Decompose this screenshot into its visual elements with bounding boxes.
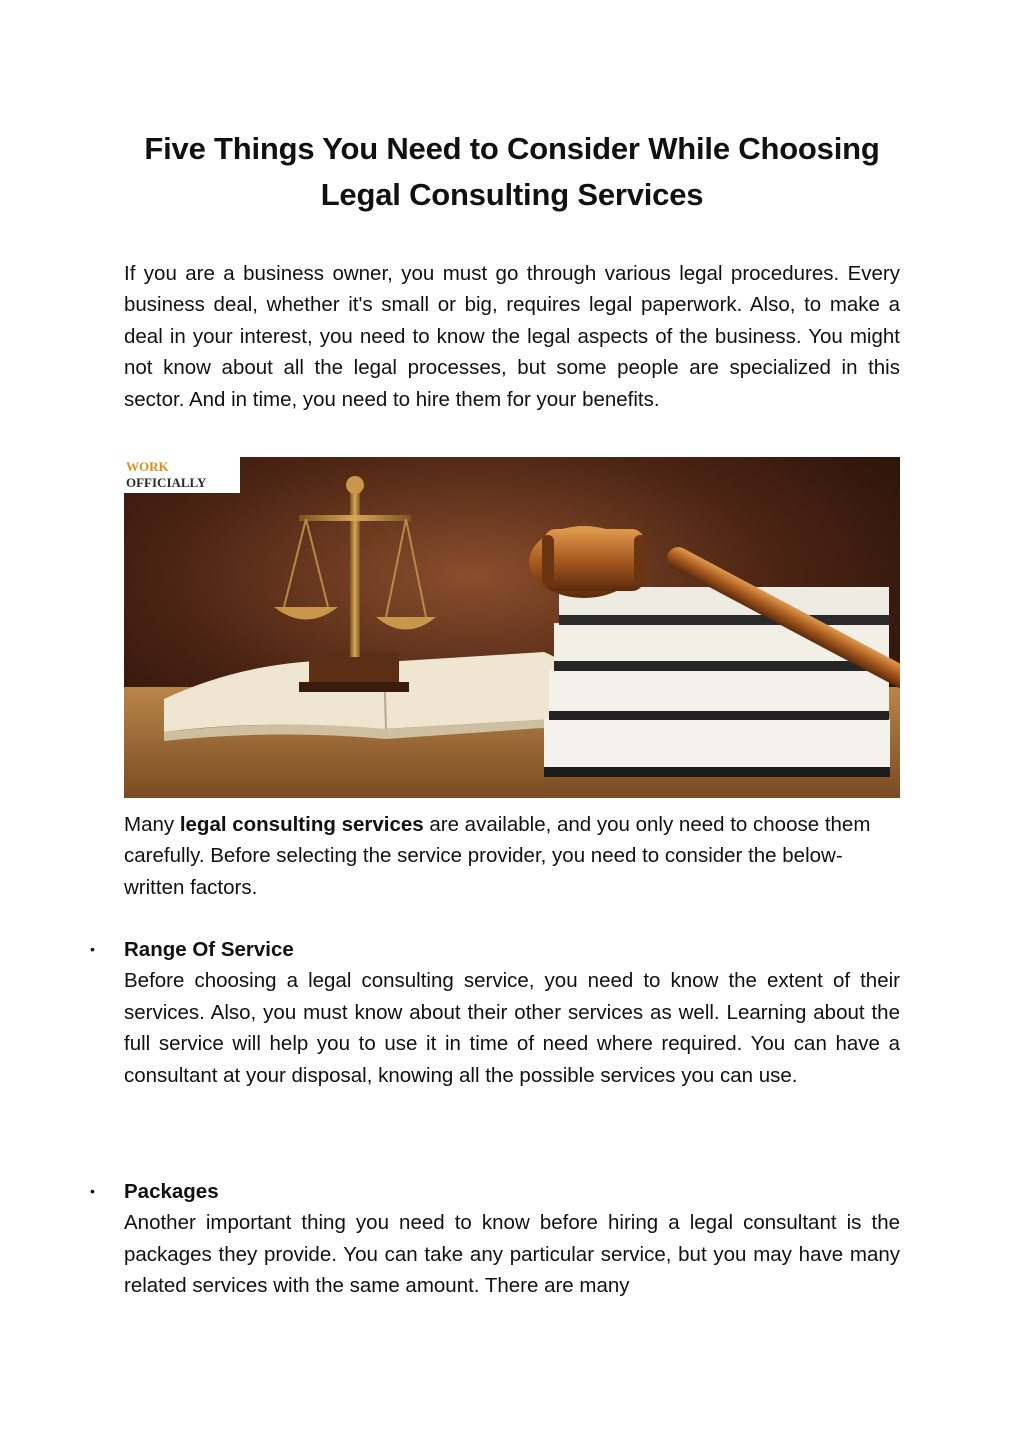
title-line-1: Five Things You Need to Consider While Choosing <box>144 131 880 166</box>
bullet-icon: • <box>90 1183 95 1199</box>
list-item-title: Packages <box>124 1180 219 1203</box>
list-item-body: Before choosing a legal consulting service, you need to know the extent of their services. Also, you must know about their other services as well. Learning about the full service will help you to use it in time of need where required. You can have a consultant at your disposal, knowing all the possible services you can use. <box>124 969 900 1087</box>
title-line-2: Legal Consulting Services <box>320 177 704 212</box>
factors-intro-before: Many <box>124 813 180 836</box>
list-item <box>90 934 900 1091</box>
factors-intro-paragraph <box>124 809 900 903</box>
list-item-body: Another important thing you need to know before hiring a legal consultant is the packages they provide. You can take any particular service, but you may have many related services with the same amount. There are many <box>124 1211 900 1298</box>
factors-intro-link-text: legal consulting services <box>179 813 424 836</box>
factors-intro-after: are available, and you only need to choose them carefully. Before selecting the service provider, you need to consider the below-written factors. <box>124 813 871 899</box>
page-title <box>124 126 900 218</box>
list-item <box>90 1176 900 1302</box>
intro-paragraph: If you are a business owner, you must go through various legal procedures. Every business deal, whether it's small or big, requires legal paperwork. Also, to make a deal in your interest, you need to know the legal aspects of the business. You might not know about all the legal processes, but some people are specialized in this sector. And in time, you need to hire them for your benefits. <box>124 262 900 411</box>
legal-hero-image <box>124 457 900 798</box>
bullet-icon: • <box>90 941 95 957</box>
list-item-title: Range Of Service <box>124 938 294 961</box>
watermark-line-2: OFFICIALLY <box>126 475 207 490</box>
watermark-line-1: WORK <box>126 459 169 474</box>
